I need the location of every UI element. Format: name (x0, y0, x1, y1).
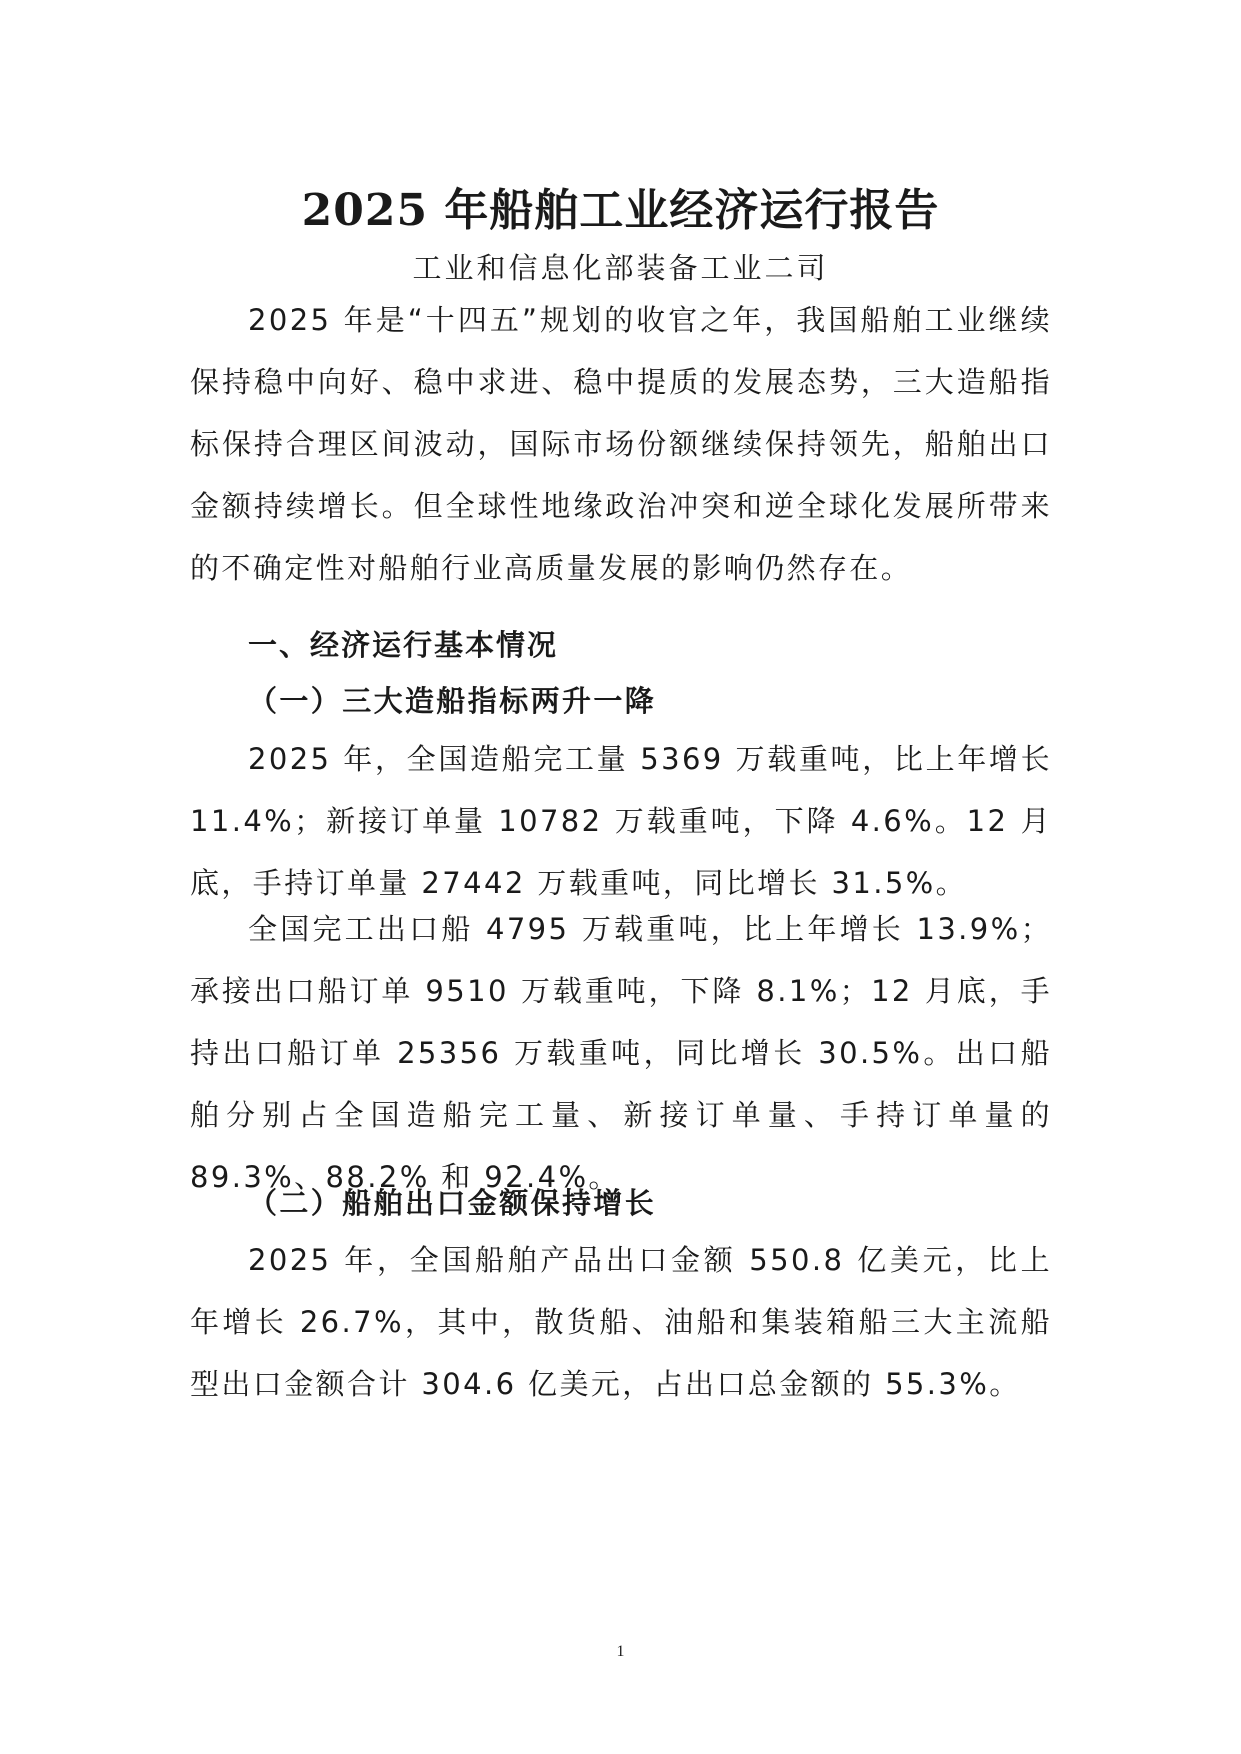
subsection-heading-2: （二）船舶出口金额保持增长 (248, 1186, 657, 1220)
document-author: 工业和信息化部装备工业二司 (412, 251, 829, 285)
page-number: 1 (616, 1643, 625, 1660)
document-title: 2025 年船舶工业经济运行报告 (301, 185, 940, 237)
subsection-1-paragraph-2: 全国完工出口船 4795 万载重吨，比上年增长 13.9%；承接出口船订单 9510 万载重吨，下降 8.1%；12 月底，手持出口船订单 25356 万载重吨，同比增长 30.5%。出口船舶分别占全国造船完工量、新接订单量、手持订单量的 89.3%、88.2% 和 92.4%。 (190, 912, 1052, 1194)
section-heading-1: 一、经济运行基本情况 (248, 628, 559, 662)
intro-paragraph: 2025 年是“十四五”规划的收官之年，我国船舶工业继续保持稳中向好、稳中求进、稳中提质的发展态势，三大造船指标保持合理区间波动，国际市场份额继续保持领先，船舶出口金额持续增长。但全球性地缘政治冲突和逆全球化发展所带来的不确定性对船舶行业高质量发展的影响仍然存在。 (190, 303, 1052, 585)
subsection-heading-1: （一）三大造船指标两升一降 (248, 684, 657, 718)
subsection-1-paragraph-1: 2025 年，全国造船完工量 5369 万载重吨，比上年增长 11.4%；新接订单量 10782 万载重吨，下降 4.6%。12 月底，手持订单量 27442 万载重吨，同比增长 31.5%。 (190, 742, 1052, 900)
subsection-2-paragraph-1: 2025 年，全国船舶产品出口金额 550.8 亿美元，比上年增长 26.7%，其中，散货船、油船和集装箱船三大主流船型出口金额合计 304.6 亿美元，占出口总金额的 55.3%。 (190, 1243, 1052, 1401)
